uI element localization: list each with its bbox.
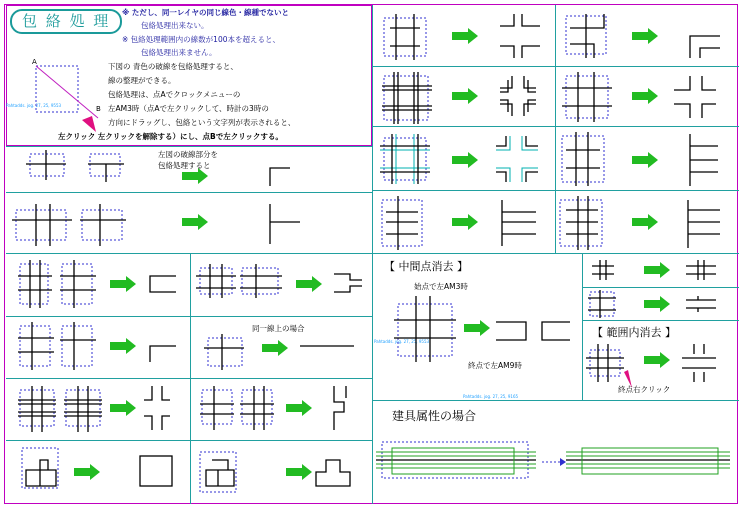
body-line-3: 包絡処理は、点Aでクロックメニューの bbox=[108, 90, 241, 99]
point-b-label: B bbox=[96, 105, 101, 113]
range-heading: 【 範囲内消去 】 bbox=[592, 326, 676, 339]
same-line-label: 同一線上の場合 bbox=[252, 324, 305, 333]
note-2: ※ 包絡処理範囲内の線数が100本を超えると、 bbox=[122, 35, 280, 44]
range-click-label: 終点右クリック bbox=[618, 385, 671, 394]
caption-1: 左図の破線部分を bbox=[158, 150, 218, 159]
body-line-2: 線の整理ができる。 bbox=[108, 76, 176, 85]
note-1b: 包絡処理出来ない。 bbox=[141, 21, 209, 30]
body-line-4: 左AM3時（点Aで左クリックして、時計の3時の bbox=[108, 104, 269, 113]
middle-end-label: 終点で左AM9時 bbox=[468, 361, 522, 370]
middle-coord: Pahtadds. jog. 27, 25, 9553 bbox=[374, 339, 430, 344]
range-coord: Pahtadds. jog. 27, 25, 9165 bbox=[463, 394, 519, 399]
point-a-label: A bbox=[32, 58, 37, 66]
note-2b: 包絡処理出来ません。 bbox=[141, 48, 217, 57]
fittings-heading: 建具属性の場合 bbox=[392, 409, 477, 423]
body-line-5: 方向にドラッグし、包絡という文字列が表示されると、 bbox=[108, 118, 296, 127]
note-1: ※ ただし、同一レイヤの同じ線色・線種でないと bbox=[122, 8, 290, 17]
coordinate-readout: Pahtadds. jog. 27, 25, 9553 bbox=[6, 103, 62, 108]
body-line-6: 左クリック 左クリックを解除する）にし、点Bで左クリックする。 bbox=[58, 132, 283, 141]
page-title: 包 絡 処 理 bbox=[10, 9, 122, 34]
caption-2: 包絡処理すると bbox=[158, 161, 211, 170]
middle-start-label: 始点で左AM3時 bbox=[414, 282, 468, 291]
body-line-1: 下図の 青色の破線を包絡処理すると、 bbox=[108, 62, 238, 71]
middle-heading: 【 中間点消去 】 bbox=[384, 260, 468, 273]
